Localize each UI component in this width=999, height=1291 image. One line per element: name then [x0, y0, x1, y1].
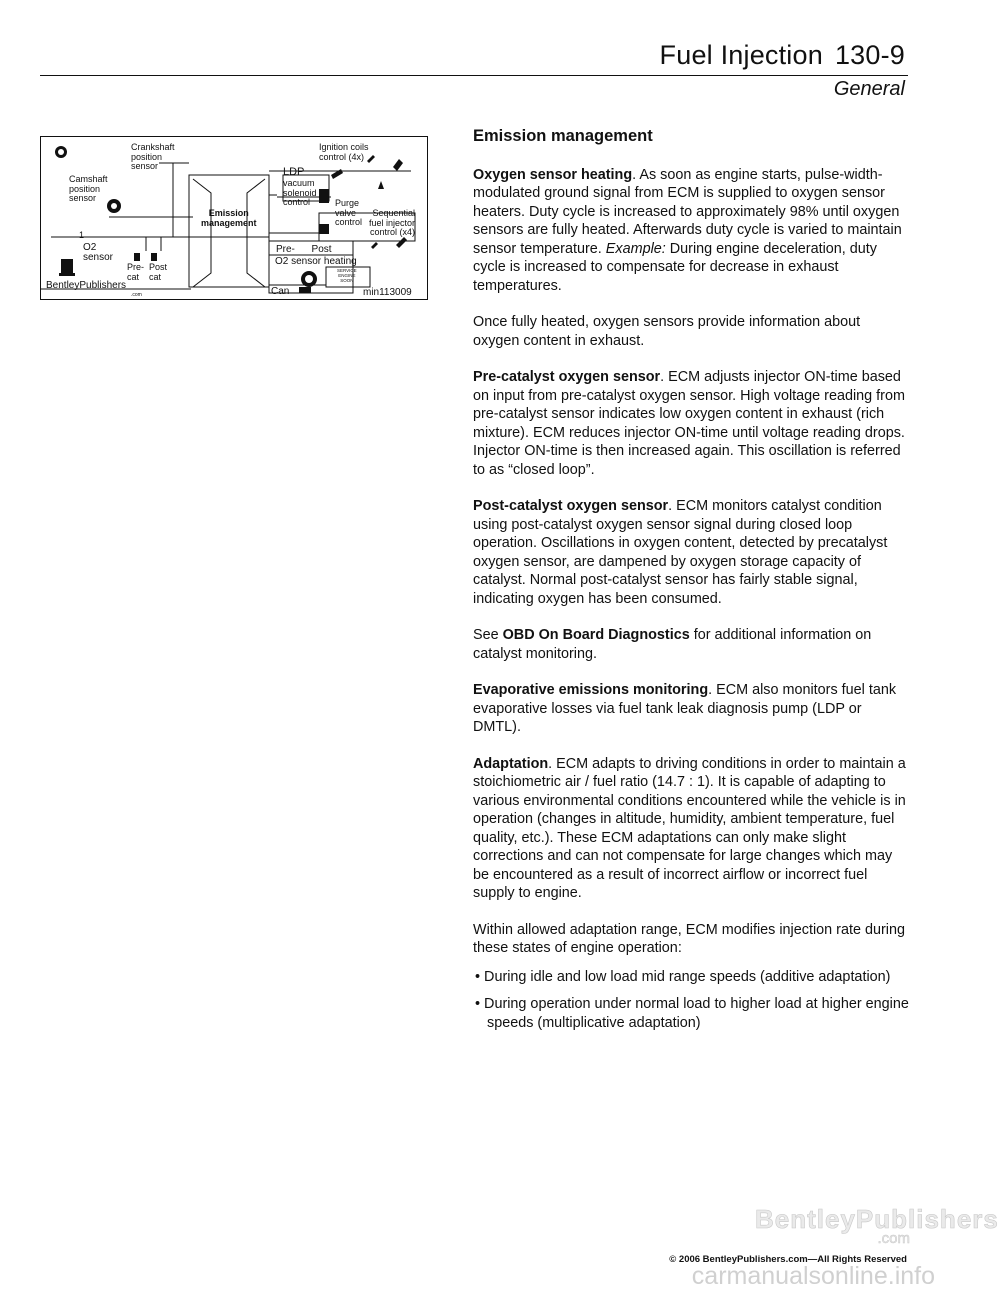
label-pre-post: Pre- Post [276, 244, 332, 255]
label-can: Can [271, 286, 290, 297]
service-engine-soon-lamp: SERVICE ENGINE SOON [337, 268, 357, 283]
section-heading: Emission management [473, 127, 653, 145]
paragraph-text: During engine deceleration, duty cycle is increased to compensate for decrease in exhaust temperatures. [473, 240, 877, 294]
label-camshaft: Camshaft position sensor [69, 174, 108, 203]
label-vacuum-solenoid: vacuum solenoid control [283, 178, 317, 207]
page-number: 130-9 [834, 40, 905, 70]
paragraph-text: . ECM monitors catalyst condition using post-catalyst oxygen sensor signal during closed loop operation. Oscillations in oxygen content, detected by precatalyst oxygen sensor, are dampened by oxygen storage capacity of catalyst. Normal post-catalyst sensor has fairly stable signal, indicating oxygen has been consumed. [473, 498, 888, 607]
page-header-title [648, 40, 905, 71]
label-ldp: LDP [283, 166, 305, 178]
chapter-title: Fuel Injection [659, 40, 823, 70]
term-post-catalyst: Post-catalyst oxygen sensor [473, 498, 669, 514]
section-title: General [833, 78, 905, 100]
paragraph-text: . ECM adjusts injector ON-time based on input from pre-catalyst oxygen sensor. High voltage reading from pre-catalyst sensor indicates low oxygen content in exhaust (rich mixture). ECM reduces injector ON-time until voltage reading drops. Injector ON-time is then increased again. This oscillation is referred to as “closed loop”. [473, 369, 905, 478]
list-item-text: During operation under normal load to higher load at higher engine speeds (multiplicative adaptation) [484, 996, 909, 1031]
label-publisher-com: .com [131, 292, 142, 298]
paragraph-text: for additional information on catalyst monitoring. [473, 627, 872, 662]
paragraph-pre-catalyst [473, 368, 910, 479]
example-label: Example: [605, 240, 666, 257]
header-rule [40, 75, 908, 76]
paragraph-text: . As soon as engine starts, pulse-width-modulated ground signal from ECM is supplied to oxygen sensor heaters. Duty cycle is increased to approximately 98% until oxygen sensors are fully heated. Afterwards duty cycle is varied to maintain sensor temperature. [473, 166, 902, 257]
term-evaporative: Evaporative emissions monitoring [473, 682, 709, 698]
main-text [473, 127, 910, 1041]
list-item: • During idle and low load mid range speeds (additive adaptation) [475, 968, 891, 985]
paragraph-fully-heated: Once fully heated, oxygen sensors provide information about oxygen content in exhaust. [473, 314, 861, 349]
link-obd-diagnostics: OBD On Board Diagnostics [502, 627, 690, 643]
label-purge-valve: Purge valve control [335, 198, 363, 227]
paragraph-text: See [473, 627, 503, 643]
publisher-watermark-com: .com [877, 1230, 910, 1247]
paragraph-evaporative [473, 681, 910, 737]
paragraph-text: . ECM also monitors fuel tank evaporative losses via fuel tank leak diagnosis pump (LDP or DMTL). [473, 682, 897, 735]
label-pre-cat: Pre- cat [127, 262, 145, 282]
label-one: 1 [79, 230, 85, 240]
copyright-notice: © 2006 BentleyPublishers.com—All Rights Reserved [669, 1254, 907, 1265]
label-publisher: BentleyPublishers [46, 280, 127, 291]
label-o2-sensor: O2 sensor [83, 242, 114, 263]
label-post-cat: Post cat [149, 262, 168, 282]
diagram-code: min113009 [363, 287, 412, 298]
label-sequential-injector: Sequential fuel injector control (x4) [369, 208, 416, 237]
emission-management-diagram [40, 136, 428, 300]
paragraph-post-catalyst [473, 497, 910, 608]
paragraph-adaptation [473, 755, 910, 903]
label-emission-management: Emission management [201, 208, 257, 228]
label-crankshaft: Crankshaft position sensor [131, 142, 175, 171]
list-item-text: During idle and low load mid range speeds (additive adaptation) [484, 968, 891, 985]
term-oxygen-sensor-heating: Oxygen sensor heating [473, 166, 633, 183]
term-pre-catalyst: Pre-catalyst oxygen sensor [473, 369, 661, 385]
label-ignition-coils: Ignition coils control (4x) [319, 142, 369, 162]
paragraph-adaptation-range: Within allowed adaptation range, ECM modifies injection rate during these states of engine operation: [473, 921, 905, 956]
paragraph-text: . ECM adapts to driving conditions in order to maintain a stoichiometric air / fuel ratio (14.7 : 1). It is capable of adapting to various environmental conditions encountered while the vehicle is in operation (changes in altitude, humidity, ambient temperature, fuel quality, etc.). These ECM adaptations can only make slight corrections and can not compensate for large changes which may be encountered as a result of incorrect airflow or incorrect fuel supply to engine. [473, 755, 906, 901]
adaptation-states-list [473, 968, 910, 1033]
paragraph-obd-reference [473, 626, 910, 663]
list-item: • During operation under normal load to higher load at higher engine speeds (multiplicative adaptation) [475, 996, 909, 1031]
label-o2-heating: O2 sensor heating [275, 256, 357, 267]
term-adaptation: Adaptation [473, 755, 549, 772]
site-watermark: carmanualsonline.info [691, 1262, 935, 1290]
publisher-watermark-logo: BentleyPublishers [755, 1204, 999, 1234]
paragraph-oxygen-sensor-heating [473, 166, 910, 296]
